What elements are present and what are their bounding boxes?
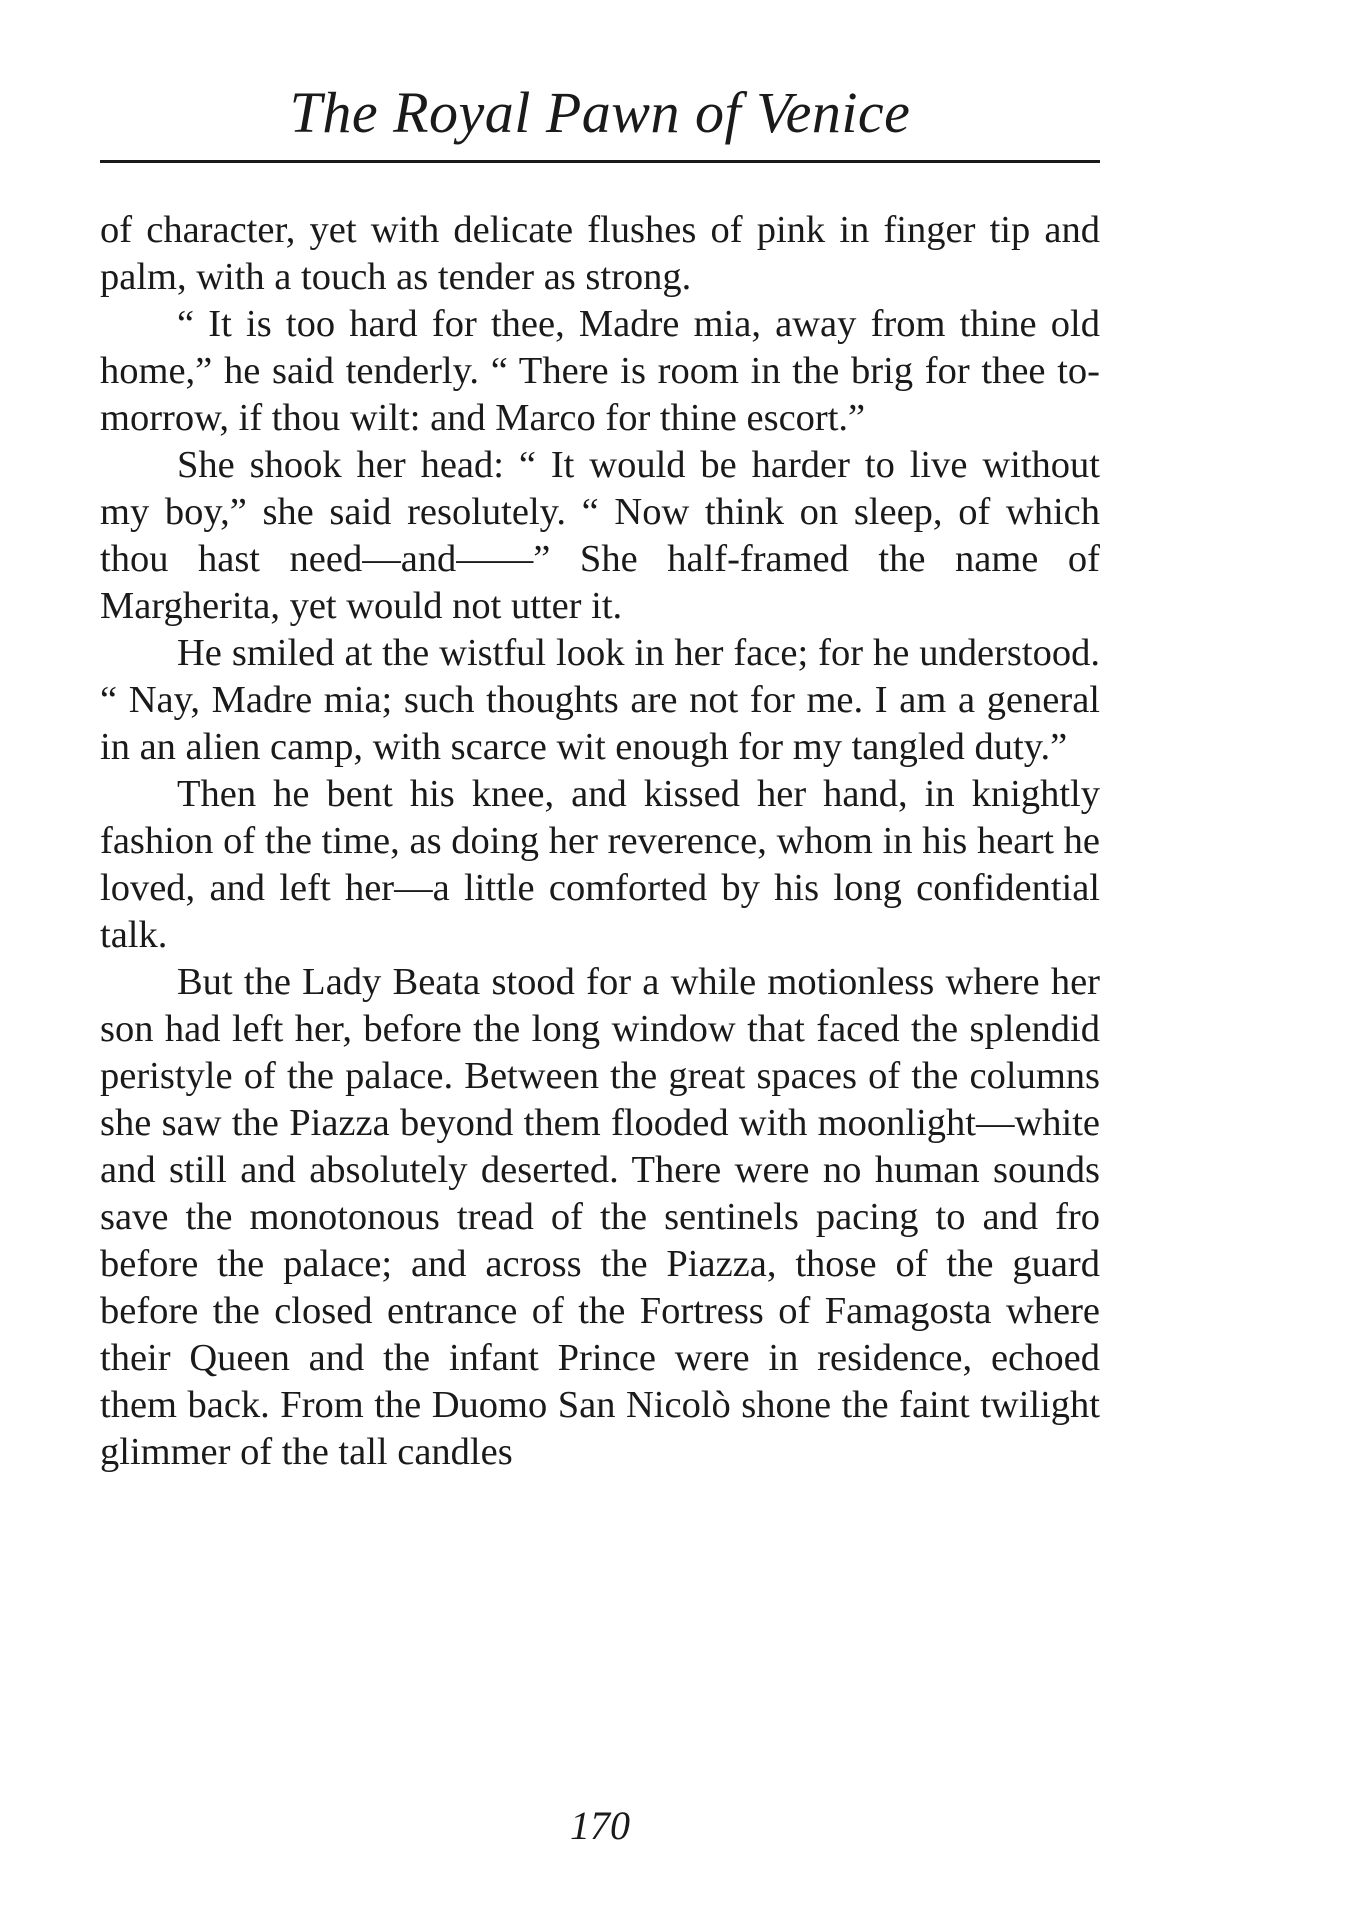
running-title: The Royal Pawn of Venice <box>289 80 911 145</box>
page-number: 170 <box>570 1803 630 1848</box>
paragraph: He smiled at the wistful look in her face; for he understood. “ Nay, Madre mia; such thoughts are not for me. I am a general in an alien camp, with scarce wit enough for my tangled duty.” <box>100 632 1100 768</box>
paragraph: She shook her head: “ It would be harder to live without my boy,” she said resolutely. “ Now think on sleep, of which thou hast need—and——” She half-framed the name of Margherita, yet would not utter it. <box>100 444 1100 627</box>
paragraph: But the Lady Beata stood for a while motionless where her son had left her, before the long window that faced the splendid peristyle of the palace. Between the great spaces of the columns she saw the Piazza beyond them flooded with moonlight—white and still and absolutely deserted. There were no human sounds save the monotonous tread of the sentinels pacing to and fro before the palace; and across the Piazza, those of the guard before the closed entrance of the Fortress of Famagosta where their Queen and the infant Prince were in residence, echoed them back. From the Duomo San Nicolò shone the faint twilight glimmer of the tall candles <box>100 961 1100 1473</box>
paragraph: Then he bent his knee, and kissed her hand, in knightly fashion of the time, as doing her reverence, whom in his heart he loved, and left her—a little comforted by his long confidential talk. <box>100 773 1100 956</box>
paragraph-continued: of character, yet with delicate flushes of pink in finger tip and palm, with a touch as tender as strong. <box>100 209 1100 298</box>
paragraph: “ It is too hard for thee, Madre mia, away from thine old home,” he said tenderly. “ There is room in the brig for thee to-morrow, if thou wilt: and Marco for thine escort.” <box>100 303 1100 439</box>
body-text <box>100 207 1100 1476</box>
header-rule <box>100 160 1100 163</box>
